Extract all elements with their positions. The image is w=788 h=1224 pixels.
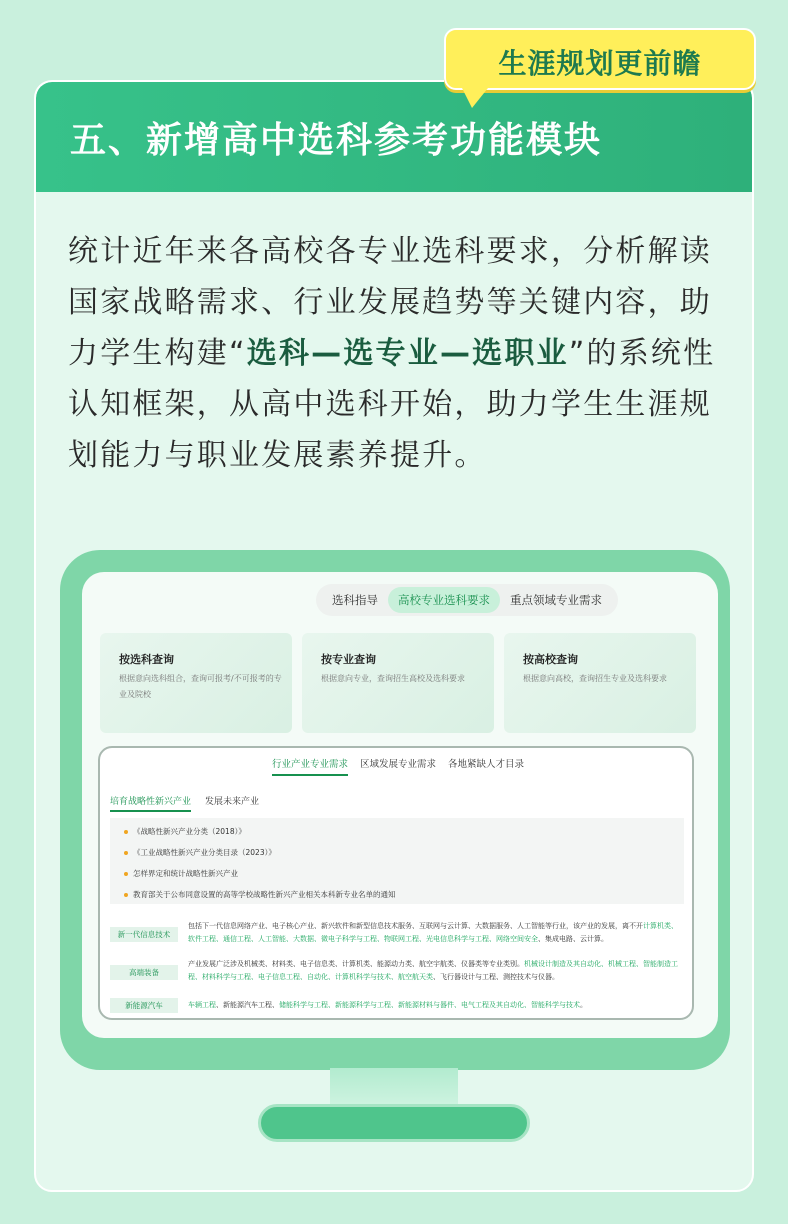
industry-desc-text: 产业发展广泛涉及机械类、材料类、电子信息类、计算机类、能源动力类、航空宇航类、仪器类等专业类别。	[188, 960, 524, 968]
query-by-college-card[interactable]	[504, 633, 696, 733]
policy-list	[110, 818, 684, 904]
industry-desc-tail: 、集成电路、云计算。	[538, 935, 608, 943]
query-card-desc: 根据意向高校，查询招生专业及选科要求	[523, 674, 667, 683]
bullet-dot-icon	[124, 893, 128, 897]
section-header	[36, 82, 752, 192]
industry-demand-panel	[98, 746, 694, 1020]
banner-tag	[444, 28, 756, 90]
panel-subtabs	[110, 794, 259, 812]
subtab-strategic-emerging[interactable]: 培育战略性新兴产业	[110, 794, 191, 812]
banner-tag-text: 生涯规划更前瞻	[498, 47, 702, 80]
list-item-text: 《战略性新兴产业分类（2018）》	[133, 827, 246, 836]
section-description	[68, 226, 728, 481]
industry-desc	[188, 920, 684, 946]
tab-college-requirements[interactable]: 高校专业选科要求	[388, 587, 500, 613]
description-text-2: ”的系统性认知框架，从高中选科开始，助力学生生涯规划能力与职业发展素养提升。	[68, 336, 716, 473]
query-by-subject-card[interactable]	[100, 633, 292, 733]
tab-talent-shortage[interactable]: 各地紧缺人才目录	[448, 759, 525, 770]
industry-badge[interactable]: 新能源汽车	[110, 998, 178, 1013]
section-title: 五、新增高中选科参考功能模块	[70, 120, 603, 161]
major-links[interactable]: 机械设计制造及其自动化、机械工程、智能制造工程、材料科学与工程、电子信息工程、自动化、计算机科学与技术、航空航天类	[188, 960, 678, 981]
major-links[interactable]: 计算机类、软件工程、通信工程、人工智能、大数据、微电子科学与工程、物联网工程、光电信息科学与工程、网络空间安全	[188, 922, 678, 943]
app-screen	[82, 572, 718, 1038]
major-links[interactable]: 车辆工程	[188, 1001, 216, 1009]
industry-desc	[188, 958, 684, 984]
query-card-title: 按高校查询	[523, 653, 578, 666]
description-text: 统计近年来各高校各专业选科要求，分析解读国家战略需求、行业发展趋势等关键内容，助力学生构建“	[68, 234, 712, 371]
list-item[interactable]	[124, 847, 276, 858]
panel-tabs	[272, 756, 524, 776]
query-card-desc: 根据意向专业，查询招生高校及选科要求	[321, 674, 465, 683]
industry-badge[interactable]: 新一代信息技术	[110, 927, 178, 942]
industry-desc-text: 、新能源汽车工程、	[216, 1001, 279, 1009]
subtab-future-industry[interactable]: 发展未来产业	[205, 797, 260, 807]
list-item-text: 教育部关于公布同意设置的高等学校战略性新兴产业相关本科新专业名单的通知	[133, 890, 396, 899]
query-card-title: 按专业查询	[321, 653, 376, 666]
bullet-dot-icon	[124, 830, 128, 834]
tab-industry-demand[interactable]: 行业产业专业需求	[272, 756, 348, 776]
tab-subject-guide[interactable]: 选科指导	[332, 593, 378, 607]
industry-desc-tail: 。	[580, 1001, 587, 1009]
industry-desc-tail: 、飞行器设计与工程、测控技术与仪器。	[433, 973, 559, 981]
list-item[interactable]	[124, 889, 396, 900]
list-item[interactable]	[124, 826, 246, 837]
monitor-base	[258, 1104, 530, 1142]
major-links[interactable]: 储能科学与工程、新能源科学与工程、新能源材料与器件、电气工程及其自动化、智能科学与技术	[279, 1001, 580, 1009]
industry-desc	[188, 999, 684, 1012]
industry-desc-text: 包括下一代信息网络产业、电子核心产业、新兴软件和新型信息技术服务、互联网与云计算、大数据服务、人工智能等行业，该产业的发展，离不开	[188, 922, 643, 930]
query-card-desc: 根据意向选科组合，查询可报考/不可报考的专业及院校	[119, 674, 282, 699]
list-item-text: 《工业战略性新兴产业分类目录（2023）》	[133, 848, 276, 857]
main-tabs	[316, 584, 618, 616]
bullet-dot-icon	[124, 851, 128, 855]
query-by-major-card[interactable]	[302, 633, 494, 733]
bullet-dot-icon	[124, 872, 128, 876]
industry-badge[interactable]: 高端装备	[110, 965, 178, 980]
query-card-title: 按选科查询	[119, 653, 174, 666]
tab-regional-demand[interactable]: 区域发展专业需求	[360, 759, 437, 770]
list-item[interactable]	[124, 868, 238, 879]
list-item-text: 怎样界定和统计战略性新兴产业	[133, 869, 238, 878]
description-highlight: 选科—选专业—选职业	[246, 336, 569, 371]
tab-key-field-demand[interactable]: 重点领域专业需求	[510, 593, 602, 607]
